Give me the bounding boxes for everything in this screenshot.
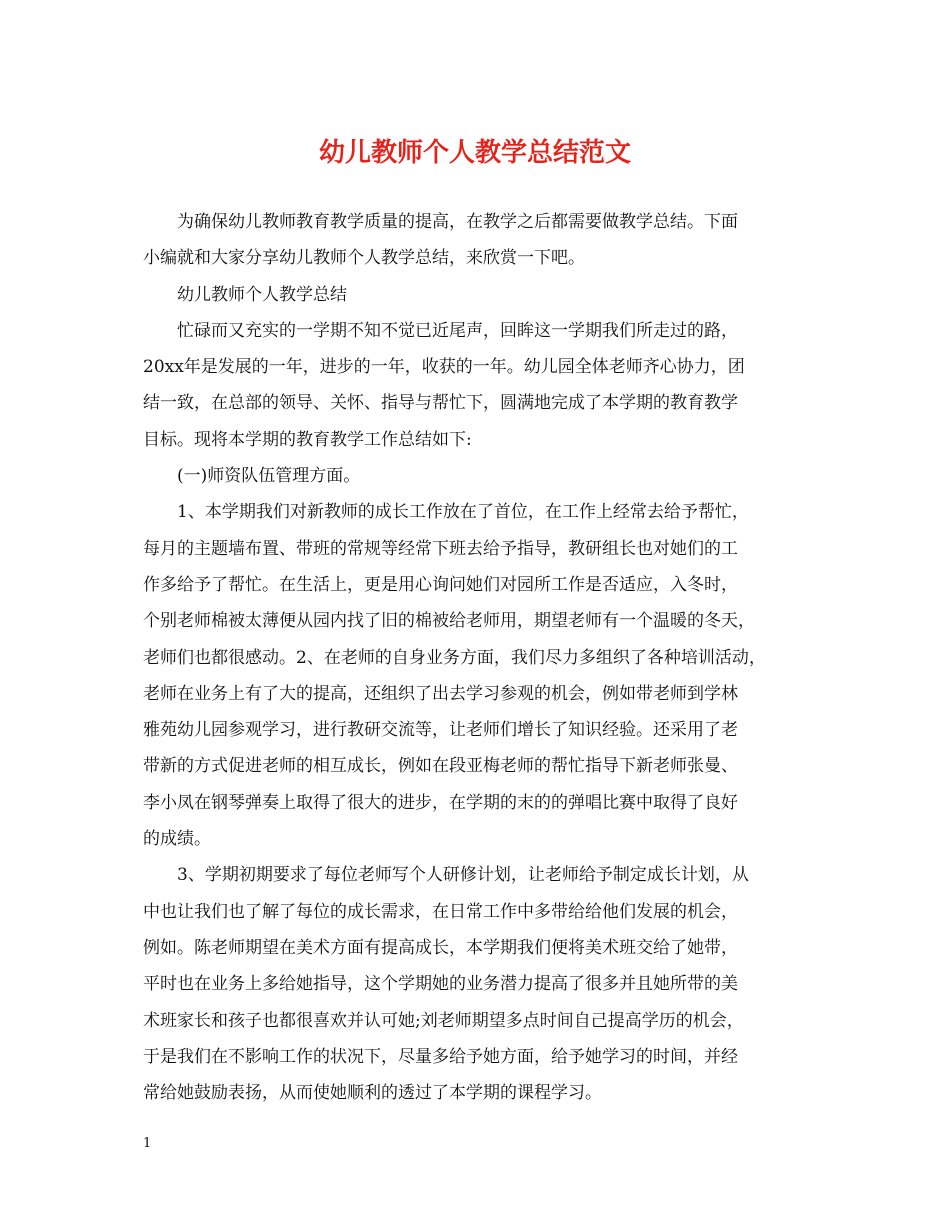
- text-line: 1、本学期我们对新教师的成长工作放在了首位，在工作上经常去给予帮忙，: [177, 502, 749, 523]
- text-line: 于是我们在不影响工作的状况下，尽量多给予她方面，给予她学习的时间，并经: [143, 1046, 738, 1067]
- text-line: 例如。陈老师期望在美术方面有提高成长，本学期我们便将美术班交给了她带，: [143, 937, 738, 958]
- text-line: 目标。现将本学期的教育教学工作总结如下:: [143, 429, 472, 450]
- text-line: 带新的方式促进老师的相互成长，例如在段亚梅老师的帮忙指导下新老师张曼、: [143, 756, 738, 777]
- text-line: 老师在业务上有了大的提高，还组织了出去学习参观的机会，例如带老师到学林: [143, 683, 738, 704]
- document-title: 幼儿教师个人教学总结范文: [318, 138, 631, 168]
- text-line: 作多给予了帮忙。在生活上，更是用心询问她们对园所工作是否适应，入冬时，: [143, 574, 738, 595]
- text-line: 小编就和大家分享幼儿教师个人教学总结，来欣赏一下吧。: [143, 248, 585, 269]
- text-line: 幼儿教师个人教学总结: [177, 284, 347, 305]
- text-line: 雅苑幼儿园参观学习，进行教研交流等，让老师们增长了知识经验。还采用了老: [143, 720, 738, 741]
- text-line: 老师们也都很感动。2、在老师的自身业务方面，我们尽力多组织了各种培训活动，: [143, 647, 766, 668]
- text-line: 20xx年是发展的一年，进步的一年，收获的一年。幼儿园全体老师齐心协力，团: [143, 357, 745, 378]
- text-line: 李小凤在钢琴弹奏上取得了很大的进步，在学期的末的的弹唱比赛中取得了良好: [143, 792, 738, 813]
- text-line: 结一致，在总部的领导、关怀、指导与帮忙下，圆满地完成了本学期的教育教学: [143, 393, 738, 414]
- text-line: 3、学期初期要求了每位老师写个人研修计划，让老师给予制定成长计划，从: [177, 865, 749, 886]
- document-body: [143, 204, 815, 1111]
- text-line: (一)师资队伍管理方面。: [177, 466, 361, 487]
- page-number: 1: [143, 1136, 152, 1151]
- text-line: 为确保幼儿教师教育教学质量的提高，在教学之后都需要做教学总结。下面: [177, 212, 738, 232]
- text-line: 术班家长和孩子也都很喜欢并认可她;刘老师期望多点时间自己提高学历的机会，: [143, 1010, 744, 1031]
- text-line: 的成绩。: [143, 829, 211, 850]
- text-line: 中也让我们也了解了每位的成长需求，在日常工作中多带给给他们发展的机会，: [143, 901, 738, 922]
- text-line: 常给她鼓励表扬，从而使她顺利的透过了本学期的课程学习。: [143, 1083, 602, 1104]
- text-line: 个别老师棉被太薄便从园内找了旧的棉被给老师用，期望老师有一个温暖的冬天，: [143, 611, 755, 632]
- text-line: 每月的主题墙布置、带班的常规等经常下班去给予指导，教研组长也对她们的工: [143, 538, 738, 559]
- text-line: 忙碌而又充实的一学期不知不觉已近尾声，回眸这一学期我们所走过的路，: [177, 320, 738, 341]
- text-line: 平时也在业务上多给她指导，这个学期她的业务潜力提高了很多并且她所带的美: [143, 974, 738, 995]
